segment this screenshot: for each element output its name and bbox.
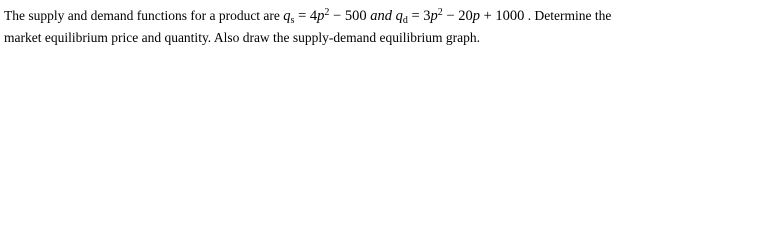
demand-exponent: 2 <box>437 7 443 18</box>
supply-variable: p <box>317 8 325 24</box>
supply-symbol: q <box>283 8 291 24</box>
problem-statement <box>4 5 769 49</box>
supply-exponent: 2 <box>324 7 330 18</box>
supply-rhs-suffix: − 500 <box>329 8 371 24</box>
problem-line-2: market equilibrium price and quantity. Also draw the supply-demand equilibrium graph. <box>4 30 481 45</box>
determine-text: . Determine the <box>524 8 612 23</box>
demand-rhs-prefix: = 3 <box>407 8 431 24</box>
problem-line-1 <box>4 5 769 27</box>
demand-subscript: d <box>402 15 408 26</box>
demand-variable-1: p <box>430 8 438 24</box>
supply-function <box>283 8 524 24</box>
intro-text: The supply and demand functions for a product are <box>4 8 284 23</box>
supply-subscript: s <box>290 15 295 26</box>
demand-rhs-suffix: + 1000 <box>479 8 525 24</box>
and-word: and <box>370 8 396 24</box>
demand-variable-2: p <box>472 8 480 24</box>
demand-symbol: q <box>395 8 403 24</box>
supply-rhs-prefix: = 4 <box>294 8 318 24</box>
demand-rhs-mid: − 20 <box>442 8 473 24</box>
